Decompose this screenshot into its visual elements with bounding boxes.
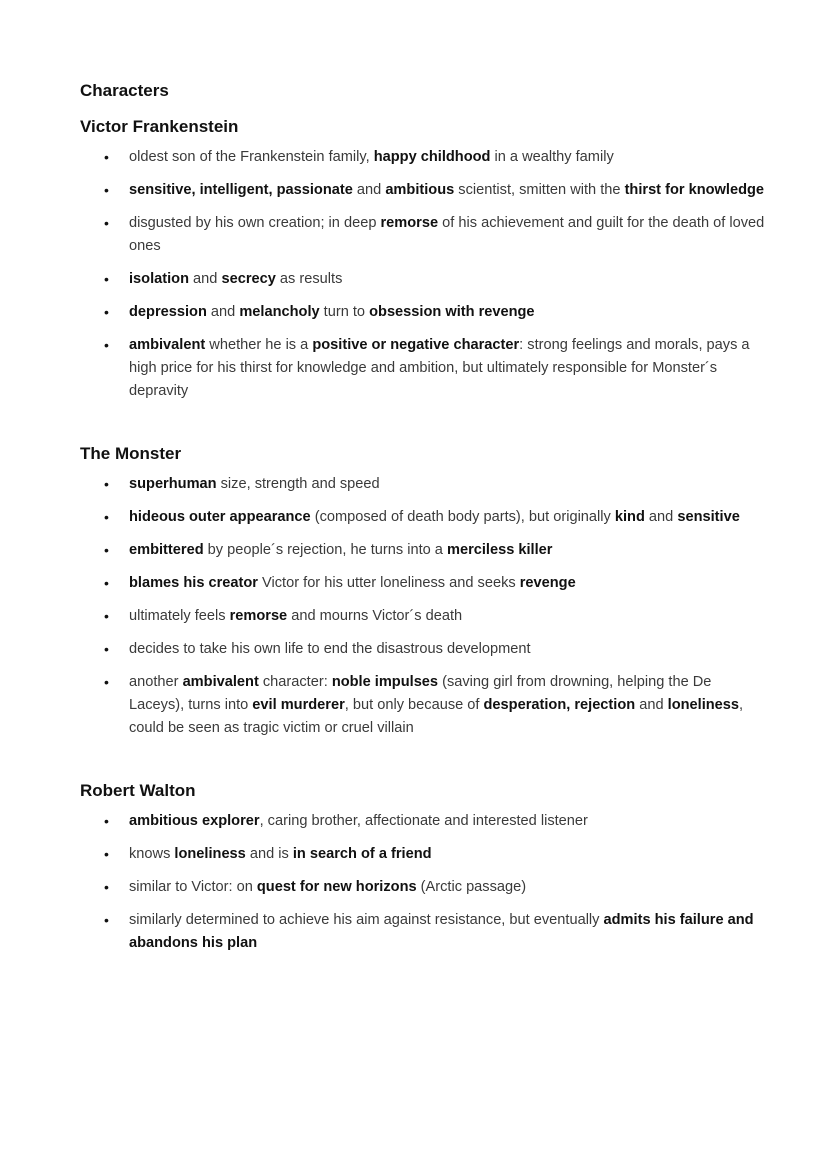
text-run: and	[206, 304, 240, 320]
bold-text: ambivalent	[182, 674, 259, 690]
text-run: in a wealthy family	[490, 149, 614, 165]
section-monster	[80, 443, 768, 740]
bullet-icon: •	[104, 304, 109, 320]
bullet-icon: •	[104, 337, 109, 353]
bold-text: happy childhood	[373, 149, 491, 165]
list-item	[80, 539, 768, 562]
bold-text: sensitive, intelligent, passionate	[129, 182, 353, 198]
bold-text: secrecy	[221, 271, 276, 287]
bullet-icon: •	[104, 813, 109, 829]
bullet-list	[80, 473, 768, 740]
bold-text: embittered	[129, 542, 204, 558]
bullet-icon: •	[104, 608, 109, 624]
list-item	[80, 212, 768, 258]
bullet-icon: •	[104, 912, 109, 928]
bold-text: positive or negative character	[312, 337, 520, 353]
bold-text: hideous outer appearance	[129, 509, 311, 525]
text-run: and	[635, 697, 668, 713]
text-run: oldest son of the Frankenstein family,	[129, 149, 374, 165]
list-item	[80, 638, 768, 661]
list-item	[80, 572, 768, 595]
bold-text: quest for new horizons	[256, 879, 417, 895]
list-item	[80, 146, 768, 169]
list-item	[80, 473, 768, 496]
bullet-icon: •	[104, 182, 109, 198]
bold-text: evil murderer	[252, 697, 345, 713]
bullet-icon: •	[104, 575, 109, 591]
text-run: another	[129, 674, 183, 690]
bold-text: depression	[129, 304, 207, 320]
list-item	[80, 301, 768, 324]
bold-text: loneliness	[667, 697, 740, 713]
text-run: by people´s rejection, he turns into a	[203, 542, 447, 558]
section-victor	[80, 116, 768, 403]
section-title: Robert Walton	[80, 781, 196, 800]
list-item	[80, 334, 768, 403]
bullet-icon: •	[104, 641, 109, 657]
text-run: (saving girl from drowning, helping the De Laceys), turns into	[129, 674, 712, 713]
bold-text: sensitive	[677, 509, 740, 525]
bold-text: isolation	[129, 271, 189, 287]
text-run: and	[644, 509, 678, 525]
list-item	[80, 179, 768, 202]
text-run: and	[352, 182, 386, 198]
text-run: , but only because of	[344, 697, 484, 713]
bold-text: thirst for knowledge	[624, 182, 765, 198]
section-title: Victor Frankenstein	[80, 117, 239, 136]
bullet-icon: •	[104, 542, 109, 558]
bullet-icon: •	[104, 149, 109, 165]
bullet-icon: •	[104, 509, 109, 525]
text-run: , could be seen as tragic victim or cruel villain	[129, 697, 744, 736]
list-item	[80, 810, 768, 833]
text-run: similar to Victor: on	[129, 879, 257, 895]
bold-text: ambitious explorer	[129, 813, 260, 829]
bullet-icon: •	[104, 674, 109, 690]
bold-text: revenge	[519, 575, 576, 591]
bold-text: merciless killer	[446, 542, 553, 558]
list-item	[80, 506, 768, 529]
text-run: similarly determined to achieve his aim against resistance, but eventually	[129, 912, 604, 928]
text-run: ultimately feels	[129, 608, 230, 624]
bold-text: remorse	[380, 215, 439, 231]
text-run: as results	[275, 271, 343, 287]
bold-text: remorse	[229, 608, 288, 624]
text-run: knows	[129, 846, 175, 862]
text-run: : strong feelings and morals, pays a high price for his thirst for knowledge and ambition, but ultimately responsible for Monster´s depravity	[129, 337, 750, 399]
list-item	[80, 876, 768, 899]
list-item	[80, 843, 768, 866]
bold-text: noble impulses	[331, 674, 439, 690]
text-run: and is	[245, 846, 293, 862]
bold-text: obsession with revenge	[369, 304, 535, 320]
text-run: whether he is a	[205, 337, 313, 353]
text-run: size, strength and speed	[216, 476, 380, 492]
text-run: (Arctic passage)	[416, 879, 527, 895]
text-run: turn to	[319, 304, 370, 320]
bold-text: ambitious	[385, 182, 455, 198]
bullet-list	[80, 810, 768, 955]
text-run: decides to take his own life to end the disastrous development	[129, 641, 531, 657]
section-title: The Monster	[80, 444, 182, 463]
text-run: , caring brother, affectionate and interested listener	[259, 813, 588, 829]
bullet-icon: •	[104, 271, 109, 287]
text-run: disgusted by his own creation; in deep	[129, 215, 381, 231]
bullet-icon: •	[104, 846, 109, 862]
bold-text: blames his creator	[129, 575, 258, 591]
bold-text: superhuman	[129, 476, 217, 492]
text-run: scientist, smitten with the	[454, 182, 625, 198]
bold-text: melancholy	[239, 304, 320, 320]
list-item	[80, 605, 768, 628]
text-run: and	[189, 271, 222, 287]
bullet-icon: •	[104, 879, 109, 895]
section-walton	[80, 780, 768, 955]
list-item	[80, 268, 768, 291]
bullet-icon: •	[104, 215, 109, 231]
page-heading: Characters	[80, 81, 169, 100]
list-item	[80, 671, 768, 740]
text-run: (composed of death body parts), but originally	[310, 509, 615, 525]
bold-text: loneliness	[174, 846, 246, 862]
bold-text: kind	[614, 509, 645, 525]
bullet-icon: •	[104, 476, 109, 492]
text-run: character:	[258, 674, 332, 690]
bold-text: ambivalent	[129, 337, 206, 353]
bold-text: desperation, rejection	[483, 697, 636, 713]
bullet-list	[80, 146, 768, 403]
bold-text: in search of a friend	[292, 846, 432, 862]
text-run: Victor for his utter loneliness and seeks	[257, 575, 520, 591]
text-run: and mourns Victor´s death	[287, 608, 463, 624]
list-item	[80, 909, 768, 955]
bold-text: admits his failure and abandons his plan	[129, 912, 754, 951]
text-run: of his achievement and guilt for the death of loved ones	[129, 215, 765, 254]
